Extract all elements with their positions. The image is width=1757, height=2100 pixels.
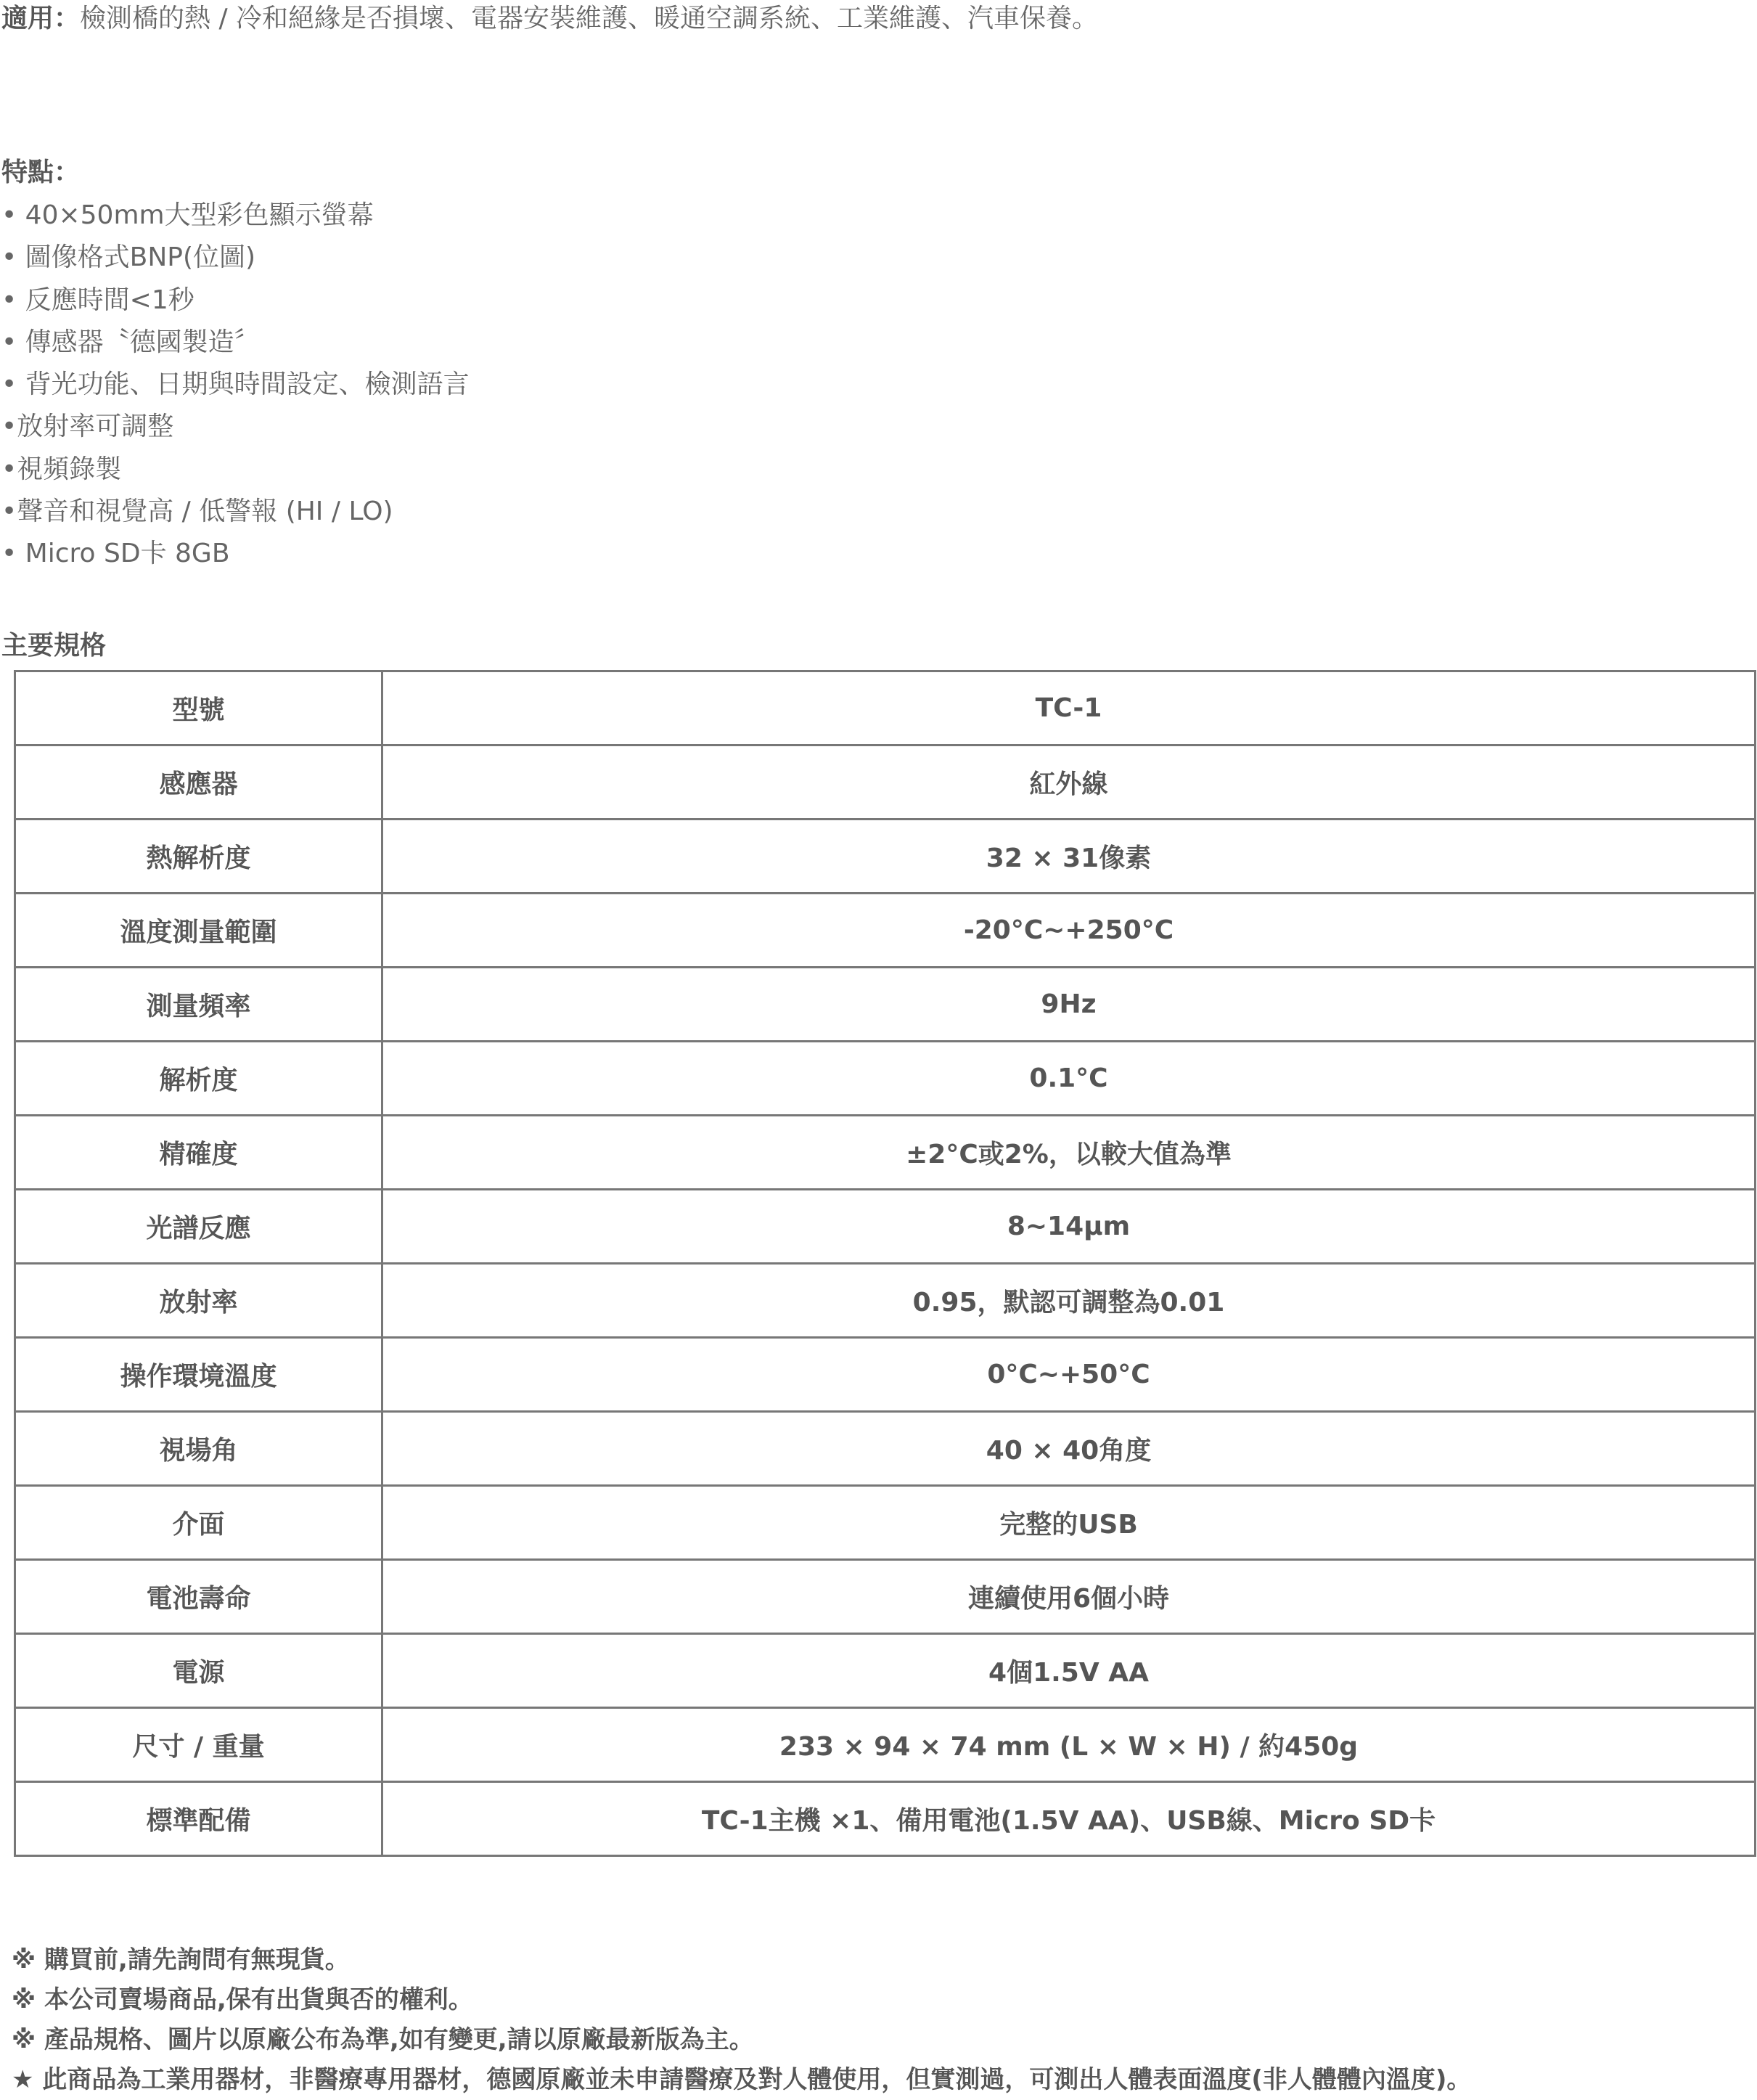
features-heading: 特點：: [1, 158, 81, 187]
table-row: [15, 1412, 1756, 1486]
applicable-label: 適用：: [1, 4, 81, 33]
spec-key: 熱解析度: [15, 820, 382, 894]
spec-key: 測量頻率: [15, 968, 382, 1042]
spec-value: -20°C~+250°C: [382, 894, 1756, 968]
applicable-line: [1, 1, 1098, 36]
table-row: [15, 1116, 1756, 1190]
spec-value: TC-1: [382, 671, 1756, 745]
note-item: ※ 購買前,請先詢問有無現貨。: [12, 1945, 350, 1974]
table-row: [15, 820, 1756, 894]
spec-key: 精確度: [15, 1116, 382, 1190]
table-row: [15, 1042, 1756, 1116]
spec-key: 視場角: [15, 1412, 382, 1486]
spec-key: 操作環境溫度: [15, 1338, 382, 1412]
spec-key: 電源: [15, 1634, 382, 1708]
spec-key: 電池壽命: [15, 1560, 382, 1634]
table-row: [15, 968, 1756, 1042]
table-row: [15, 745, 1756, 820]
spec-value: 0.1°C: [382, 1042, 1756, 1116]
note-item: ★ 此商品為工業用器材，非醫療專用器材，德國原廠並未申請醫療及對人體使用，但實測過，可測出人體表面溫度(非人體體內溫度)。: [12, 2065, 1472, 2094]
table-row: [15, 1782, 1756, 1856]
feature-item: • 反應時間<1秒: [1, 285, 194, 315]
table-row: [15, 1338, 1756, 1412]
feature-item: •視頻錄製: [1, 454, 122, 484]
feature-item: • 傳感器〝德國製造〞: [1, 327, 261, 357]
spec-value: 0°C~+50°C: [382, 1338, 1756, 1412]
spec-key: 光譜反應: [15, 1190, 382, 1264]
spec-value: 完整的USB: [382, 1486, 1756, 1560]
spec-key: 解析度: [15, 1042, 382, 1116]
spec-value: 40 × 40角度: [382, 1412, 1756, 1486]
specs-heading: 主要規格: [1, 631, 107, 661]
spec-key: 感應器: [15, 745, 382, 820]
table-row: [15, 1486, 1756, 1560]
spec-value: 9Hz: [382, 968, 1756, 1042]
spec-value: 連續使用6個小時: [382, 1560, 1756, 1634]
feature-item: • 40×50mm大型彩色顯示螢幕: [1, 200, 374, 230]
spec-key: 尺寸 / 重量: [15, 1708, 382, 1782]
table-row: [15, 1190, 1756, 1264]
spec-key: 介面: [15, 1486, 382, 1560]
features-list: [1, 195, 470, 576]
features-section: [1, 152, 470, 576]
spec-key: 標準配備: [15, 1782, 382, 1856]
table-row: [15, 1264, 1756, 1338]
feature-item: • 圖像格式BNP(位圖): [1, 242, 256, 273]
spec-value: 紅外線: [382, 745, 1756, 820]
table-row: [15, 1634, 1756, 1708]
table-row: [15, 894, 1756, 968]
feature-item: • Micro SD卡 8GB: [1, 539, 230, 569]
feature-item: •放射率可調整: [1, 412, 174, 442]
table-row: [15, 1560, 1756, 1634]
spec-key: 放射率: [15, 1264, 382, 1338]
specs-table: [14, 670, 1756, 1857]
feature-item: • 背光功能、日期與時間設定、檢測語言: [1, 369, 470, 400]
spec-value: 32 × 31像素: [382, 820, 1756, 894]
spec-value: 0.95，默認可調整為0.01: [382, 1264, 1756, 1338]
spec-value: 4個1.5V AA: [382, 1634, 1756, 1708]
table-row: [15, 671, 1756, 745]
notes-section: [12, 1940, 1471, 2100]
spec-key: 型號: [15, 671, 382, 745]
table-row: [15, 1708, 1756, 1782]
spec-value: ±2°C或2%，以較大值為準: [382, 1116, 1756, 1190]
note-item: ※ 本公司賣場商品,保有出貨與否的權利。: [12, 1985, 473, 2014]
spec-value: TC-1主機 ×1、備用電池(1.5V AA)、USB線、Micro SD卡: [382, 1782, 1756, 1856]
applicable-text: 檢測橋的熱 / 冷和絕緣是否損壞、電器安裝維護、暖通空調系統、工業維護、汽車保養。: [80, 4, 1099, 33]
note-item: ※ 產品規格、圖片以原廠公布為準,如有變更,請以原廠最新版為主。: [12, 2025, 754, 2054]
spec-value: 233 × 94 × 74 mm (L × W × H) / 約450g: [382, 1708, 1756, 1782]
spec-value: 8~14μm: [382, 1190, 1756, 1264]
feature-item: •聲音和視覺高 / 低警報 (HI / LO): [1, 497, 393, 527]
spec-key: 溫度測量範圍: [15, 894, 382, 968]
